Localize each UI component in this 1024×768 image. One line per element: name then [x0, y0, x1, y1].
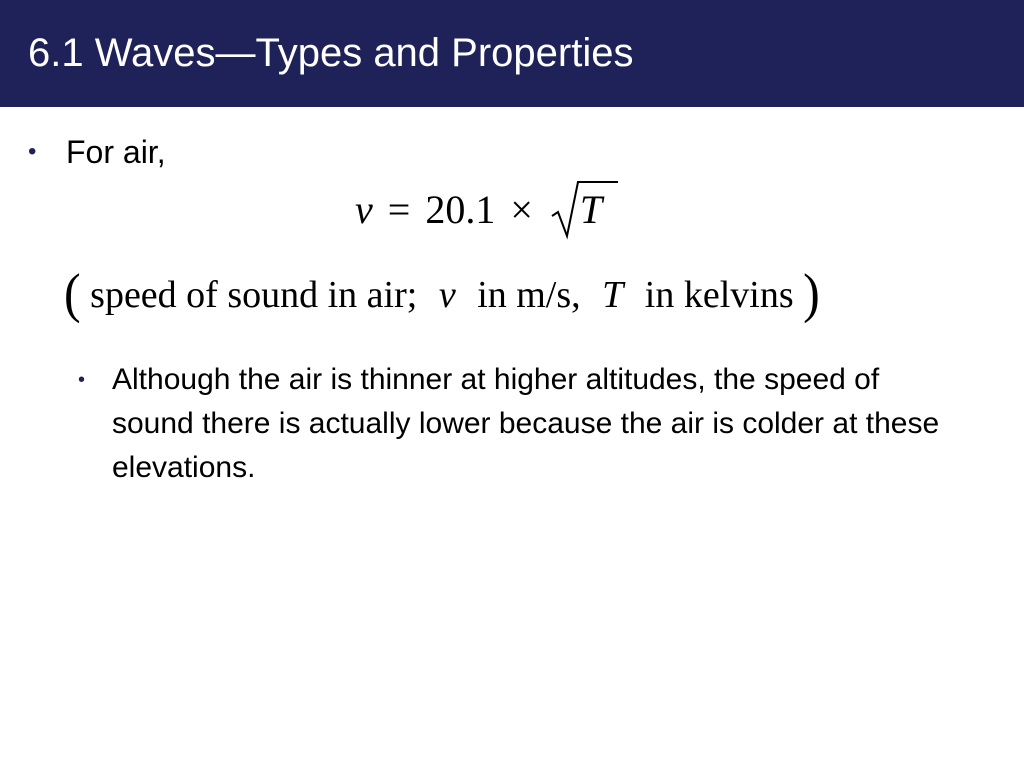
note-text-speed-of-sound: speed of sound in air; — [90, 274, 418, 316]
note-variable-v: v — [438, 274, 456, 316]
note-variable-t: T — [602, 274, 624, 316]
formula-units-note — [64, 262, 820, 330]
formula-variable-v: v — [355, 187, 373, 232]
note-close-paren: ) — [803, 262, 820, 324]
formula-equals-sign: = — [387, 187, 411, 232]
formula-variable-t: T — [579, 187, 603, 232]
note-text-t-units: in kelvins — [644, 274, 794, 316]
square-root-sign-icon — [550, 180, 618, 240]
formula-coefficient: 20.1 — [425, 187, 496, 232]
note-text-v-units: in m/s, — [477, 274, 581, 316]
sub-bullet-marker: • — [78, 369, 86, 391]
formula-times-sign: × — [510, 187, 533, 232]
sub-bullet-text: Although the air is thinner at higher altitudes, the speed of sound there is actually lower because the air is colder at these elevations. — [112, 363, 940, 484]
speed-of-sound-formula — [355, 180, 606, 240]
slide-title: 6.1 Waves—Types and Properties — [28, 31, 634, 75]
bullet-text: For air, — [66, 134, 166, 170]
bullet-marker: • — [28, 138, 37, 165]
square-root — [550, 180, 606, 240]
title-bar — [0, 0, 1024, 107]
note-open-paren: ( — [64, 262, 81, 324]
